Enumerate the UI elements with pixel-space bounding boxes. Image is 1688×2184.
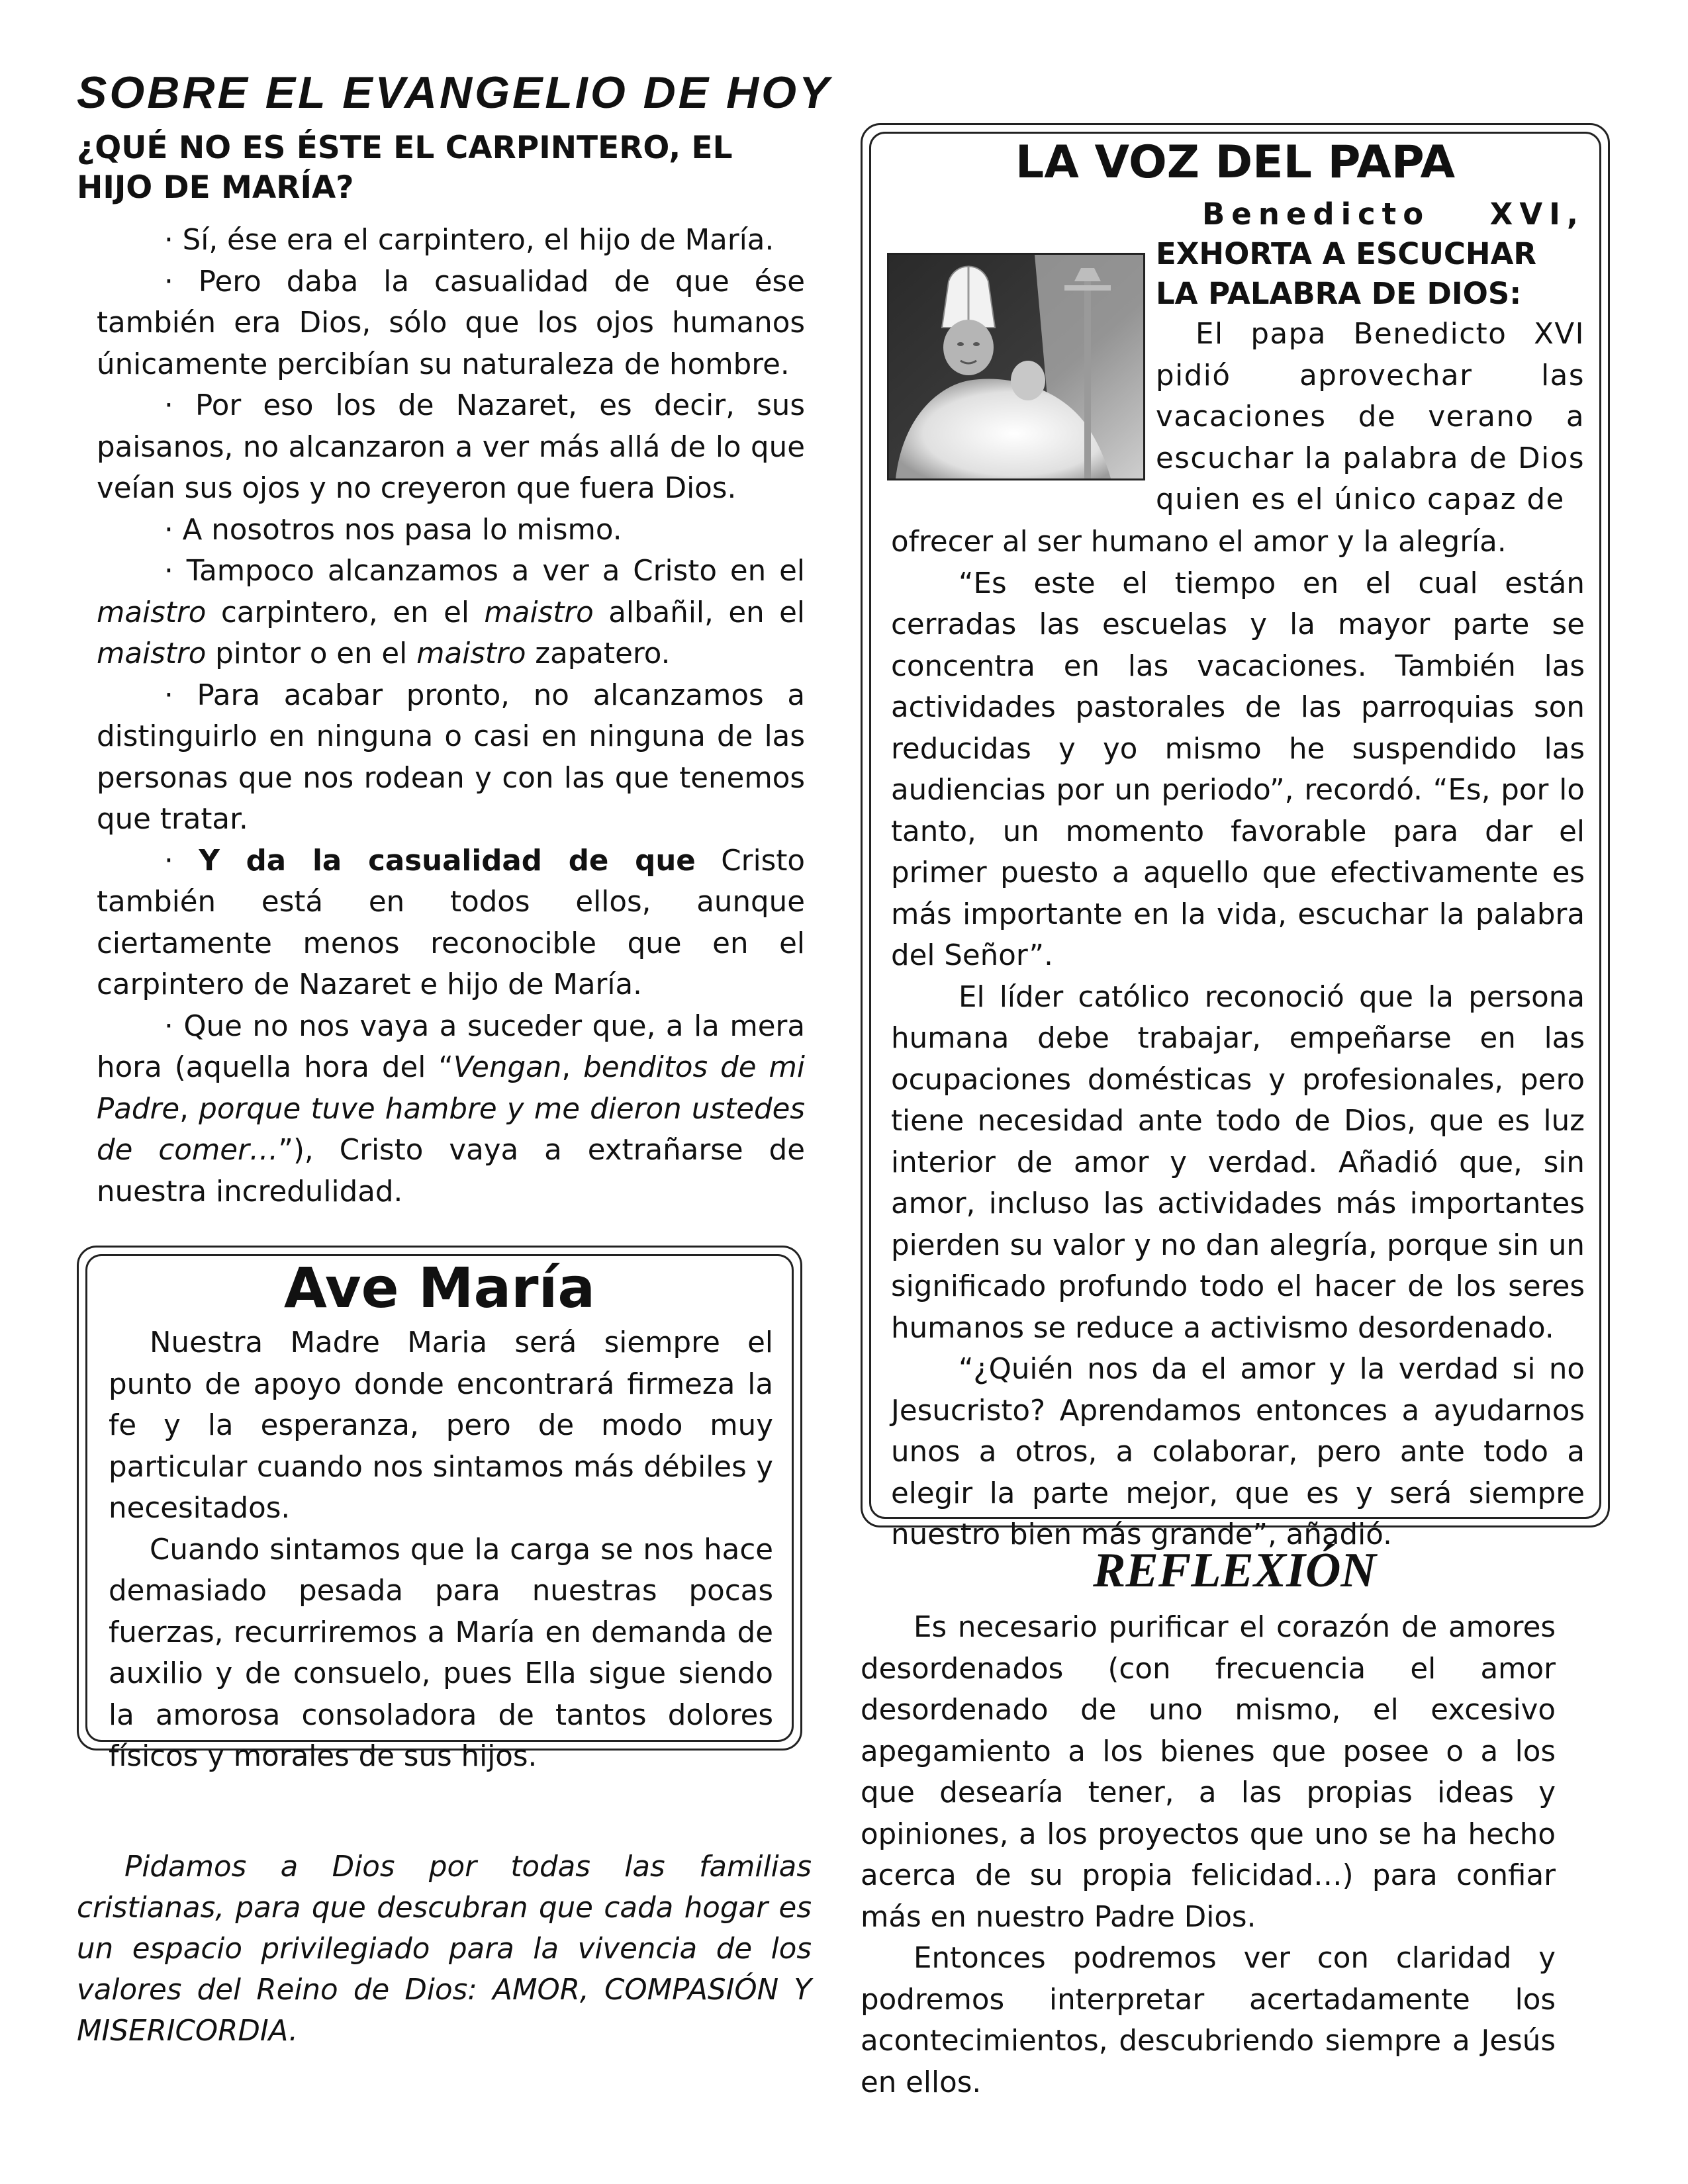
papa-headline-text: EXHORTA A ESCUCHAR LA PALABRA DE DIOS: [1156, 236, 1537, 311]
text-run: · Tampoco alcanzamos a ver a Cristo en el [164, 555, 805, 588]
evangelio-title: SOBRE EL EVANGELIO DE HOY [77, 68, 832, 118]
papa-paragraph: “¿Quién nos da el amor y la verdad si no Jesucristo? Aprendamos entonces a ayudarnos unos a otros, a colaborar, pero ante todo a elegir la parte mejor, que es y será siempre nuestro bien más grande”, añadió. [891, 1353, 1585, 1551]
text-run: carpintero, en el [206, 596, 485, 629]
prayer-text: Pidamos a Dios por todas las familias cristianas, para que descubran que cada hogar es un espacio privilegiado para la vivencia de los valores del Reino de Dios: AMOR, COMPASIÓN Y MISERICORDIA. [77, 1850, 812, 2048]
italic-run: maistro [484, 596, 594, 629]
papa-title: LA VOZ DEL PAPA [1015, 136, 1456, 189]
text-run: zapatero. [526, 637, 671, 670]
italic-run: Vengan [453, 1051, 562, 1084]
evangelio-paragraph [97, 551, 805, 675]
text-run: ”), Cristo vaya a extrañarse de nuestra incredulidad. [97, 1134, 805, 1208]
ave-maria-title: Ave María [283, 1255, 596, 1320]
ave-maria-body [109, 1322, 773, 1778]
italic-run: maistro [416, 637, 526, 670]
italic-run: benditos de mi Padre [97, 1051, 806, 1126]
text-run: Cristo también está en todos ellos, aunque ciertamente menos reconocible que en el carpintero de Nazaret e hijo de María. [97, 844, 805, 1001]
pope-photo [887, 253, 1145, 480]
papa-lead-text [1156, 314, 1585, 521]
reflexion-paragraph: Entonces podremos ver con claridad y podremos interpretar acertadamente los acontecimientos, descubriendo siempre a Jesús en ellos. [861, 1942, 1556, 2099]
evangelio-paragraph: · Sí, ése era el carpintero, el hijo de María. [164, 224, 774, 257]
text-run: albañil, en el [593, 596, 806, 629]
bold-run: Y da la casualidad de que [199, 844, 696, 878]
pope-photo-image [889, 255, 1143, 478]
reflexion-paragraph: Es necesario purificar el corazón de amores desordenados (con frecuencia el amor desordenado de uno mismo, el excesivo apegamiento a los bienes que posee o a los que desearía tener, a las propias ideas y opiniones, a los proyectos que uno se ha hecho acerca de su propia felicidad…) para confiar más en nuestro Padre Dios. [861, 1611, 1556, 1934]
papa-box [861, 123, 1610, 1551]
papa-headline [1156, 195, 1585, 314]
text-run: · Que no nos vaya a suceder que, a la mera hora (aquella hora del “ [97, 1009, 805, 1084]
reflexion-title: REFLEXIÓN [1093, 1543, 1376, 1598]
evangelio-question: ¿QUÉ NO ES ÉSTE EL CARPINTERO, EL HIJO DE MARÍA? [77, 130, 733, 206]
text-run: , [561, 1051, 584, 1084]
papa-name: Benedicto XVI, [1202, 197, 1585, 232]
italic-run: maistro [97, 596, 207, 629]
ave-maria-paragraph: Cuando sintamos que la carga se nos hace demasiado pesada para nuestras pocas fuerzas, recurriremos a María en demanda de auxilio y de consuelo, pues Ella sigue siendo la amorosa consoladora de tantos dolores físicos y morales de sus hijos. [109, 1533, 773, 1773]
evangelio-paragraph [97, 841, 805, 1006]
text-run: , [179, 1092, 199, 1126]
text-run: pintor o en el [206, 637, 417, 670]
evangelio-body [77, 220, 805, 1212]
evangelio-section [77, 66, 832, 1212]
ave-maria-paragraph: Nuestra Madre Maria será siempre el punto de apoyo donde encontrará firmeza la fe y la esperanza, pero de modo muy particular cuando nos sintamos más débiles y necesitados. [109, 1326, 773, 1525]
papa-paragraph: “Es este el tiempo en el cual están cerradas las escuelas y la mayor parte se concentra en las vacaciones. También las actividades pastorales de las parroquias son reducidas y yo mismo he suspendido las audiencias por un periodo”, recordó. “Es, por lo tanto, un momento favorable para dar el primer puesto a aquello que efectivamente es más importante en la vida, escuchar la palabra del Señor”. [891, 567, 1585, 972]
evangelio-paragraph: · Para acabar pronto, no alcanzamos a distinguirlo en ninguna o casi en ninguna de las personas que nos rodean y con las que tenemos que tratar. [97, 678, 805, 836]
italic-run: maistro [97, 637, 207, 670]
evangelio-paragraph: · Pero daba la casualidad de que ése también era Dios, sólo que los ojos humanos únicamente percibían su naturaleza de hombre. [97, 265, 805, 381]
evangelio-paragraph [97, 1006, 805, 1213]
papa-paragraph: ofrecer al ser humano el amor y la alegría. [891, 525, 1507, 559]
papa-lead-run: El papa Benedicto XVI pidió aprovechar las vacaciones de verano a escuchar la palabra de Dios quien es el único capaz de [1156, 318, 1585, 516]
ave-maria-inner-border [85, 1254, 794, 1773]
italic-run: porque tuve hambre y me dieron ustedes de comer… [97, 1092, 806, 1167]
reflexion-body [861, 1607, 1556, 2103]
papa-body [891, 522, 1585, 1556]
papa-paragraph: El líder católico reconoció que la persona humana debe trabajar, empeñarse en las ocupaciones domésticas y profesionales, pero tiene necesidad ante todo de Dios, que es luz interior de amor y verdad. Añadió que, sin amor, incluso las actividades más importantes pierden su valor y no dan alegría, porque sin un significado profundo todo el hacer de los seres humanos se reduce a activismo desordenado. [891, 980, 1585, 1345]
evangelio-paragraph: · Por eso los de Nazaret, es decir, sus paisanos, no alcanzaron a ver más allá de lo que veían sus ojos y no creyeron que fuera Dios. [97, 389, 805, 505]
evangelio-paragraph: · A nosotros nos pasa lo mismo. [164, 513, 622, 547]
text-run: · [164, 844, 199, 878]
ave-maria-box [77, 1246, 802, 1773]
papa-inner-border [869, 132, 1601, 1551]
